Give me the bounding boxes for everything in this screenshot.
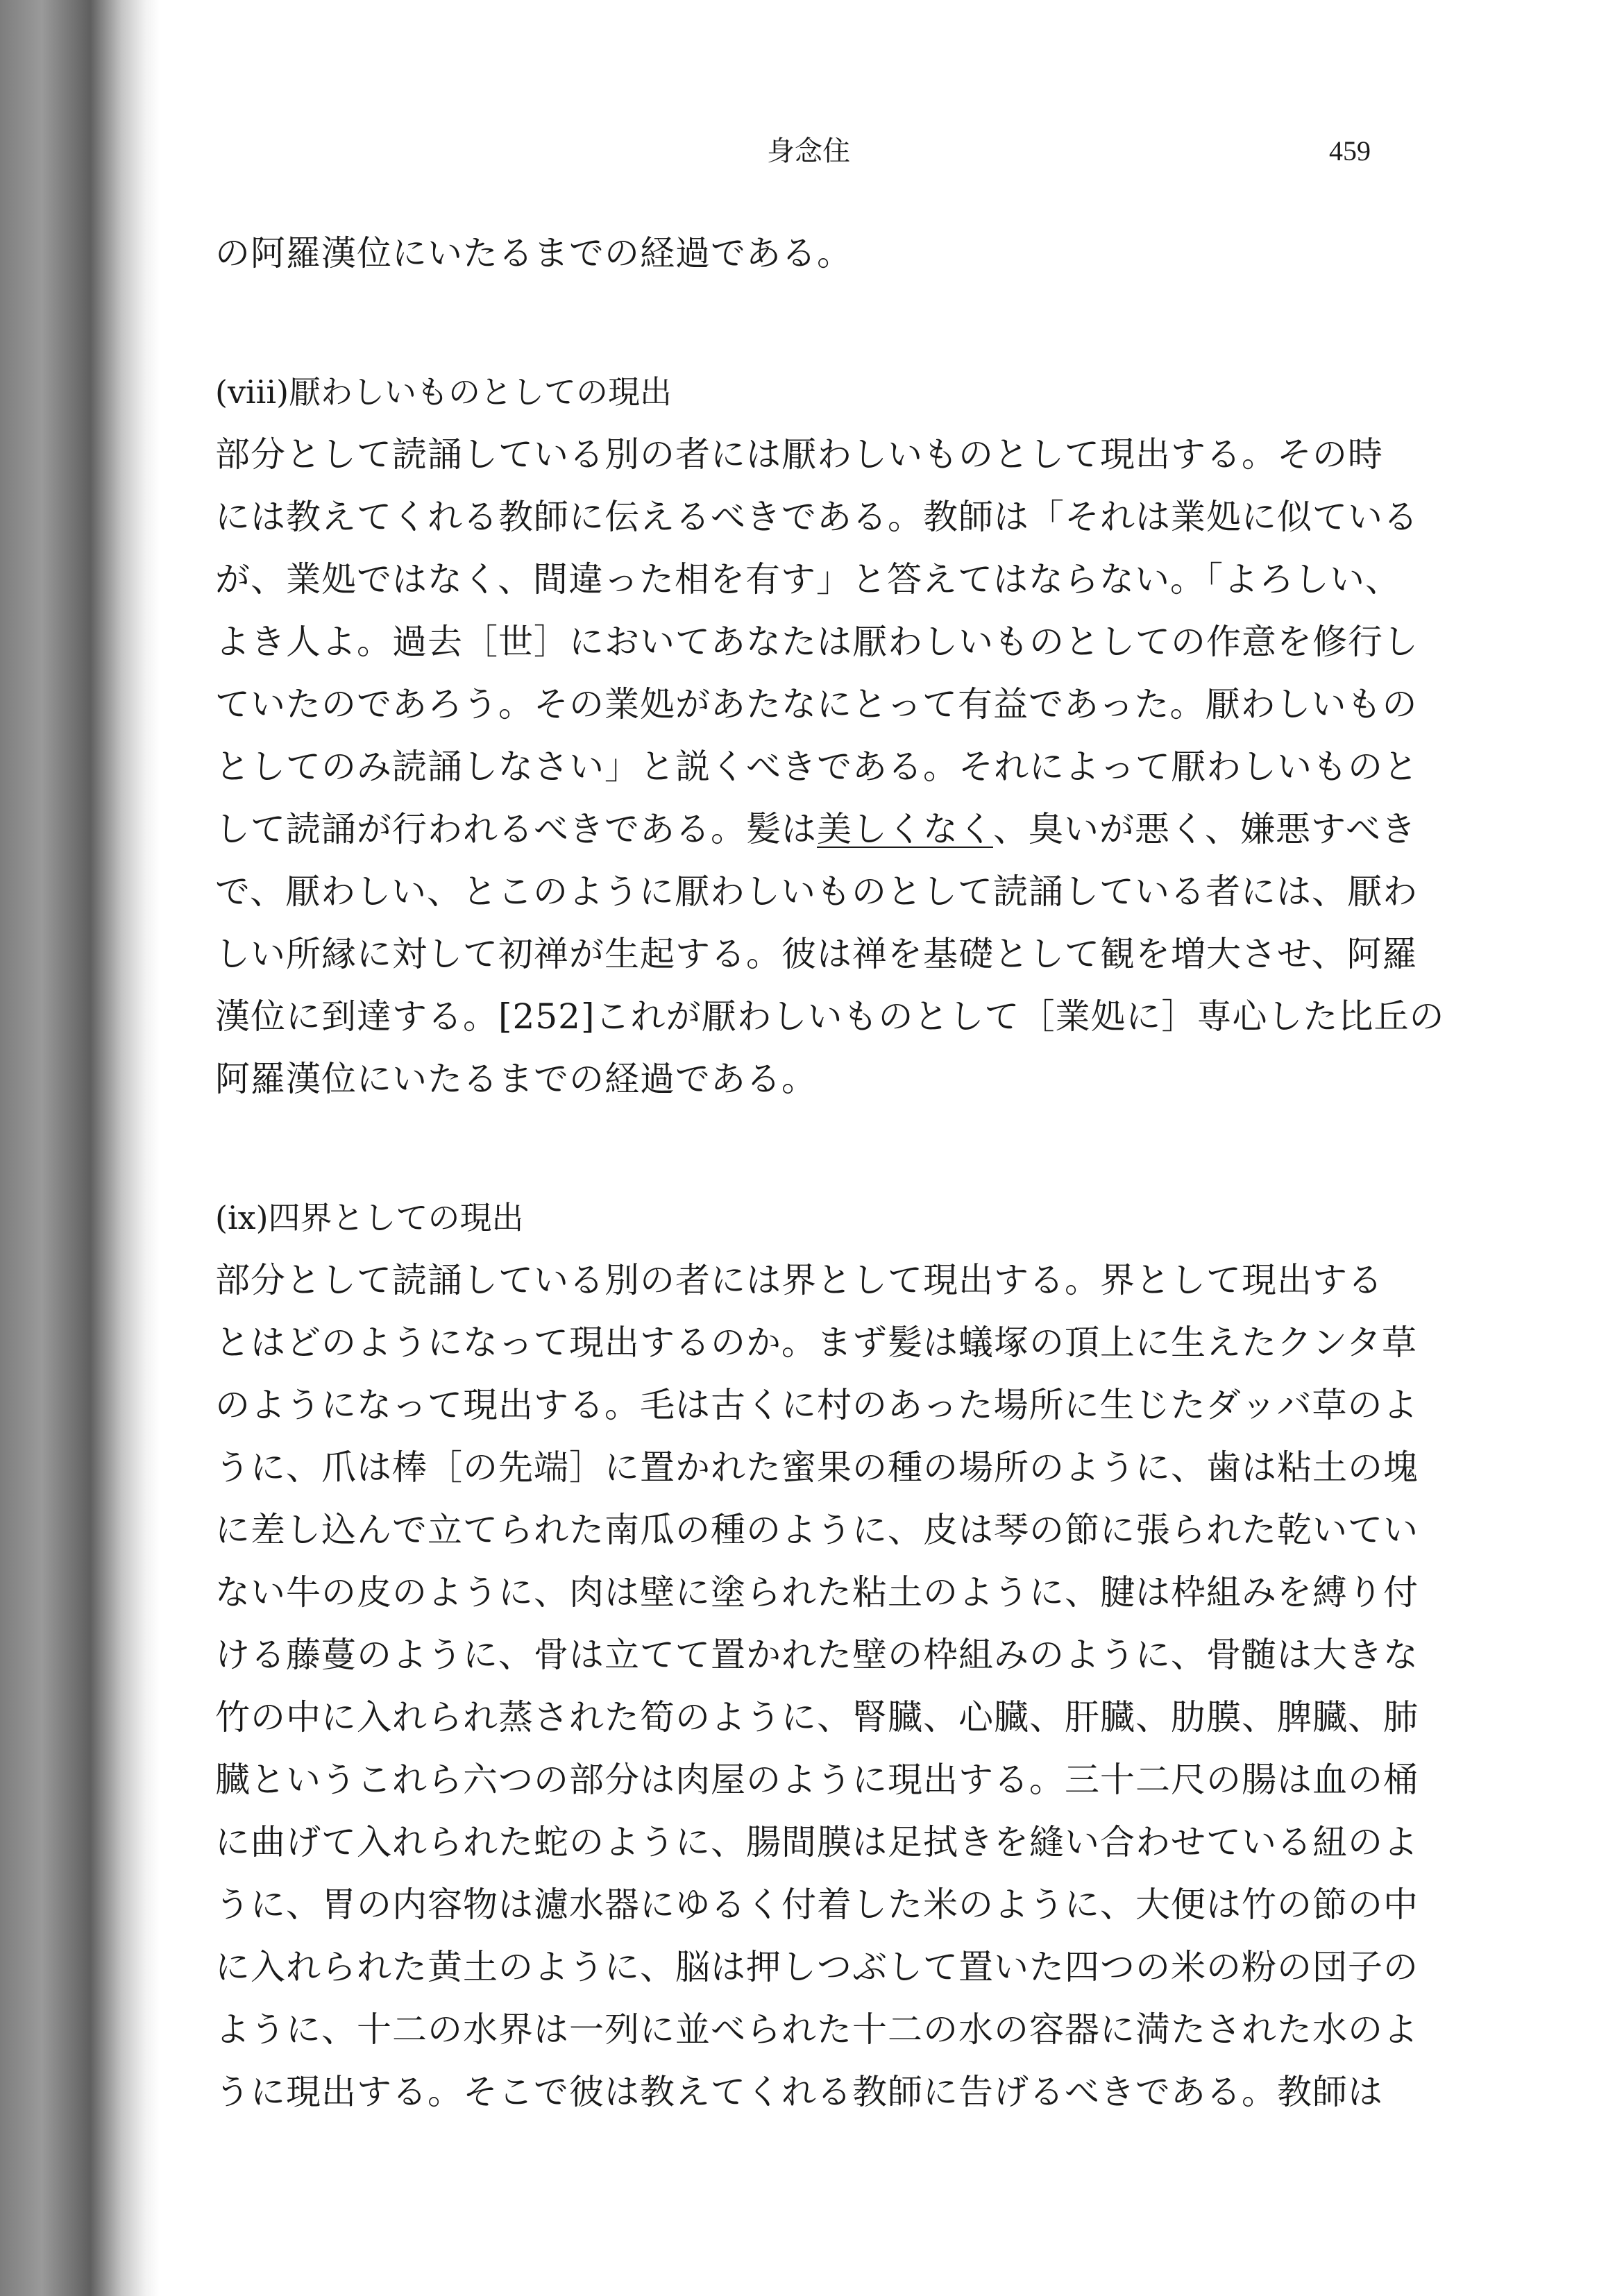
paragraph-line: 臓というこれら六つの部分は肉屋のように現出する。三十二尺の腸は血の桶	[215, 1760, 1419, 1800]
underlined-text: 美しくなく	[817, 809, 993, 849]
line-text: 、臭いが悪く、嫌悪すべき	[993, 809, 1416, 849]
body-text	[215, 222, 1445, 2123]
paragraph-line: しい所縁に対して初禅が生起する。彼は禅を基礎として観を増大させ、阿羅	[215, 934, 1418, 974]
paragraph-line: とはどのようになって現出するのか。まず髪は蟻塚の頂上に生えたクンタ草	[215, 1323, 1417, 1363]
paragraph-line: が、業処ではなく、間違った相を有す」と答えてはならない。「よろしい、	[215, 559, 1401, 599]
paragraph-line: ように、十二の水界は一列に並べられた十二の水の容器に満たされた水のよ	[215, 2009, 1419, 2050]
paragraph-line: に曲げて入れられた蛇のように、腸間膜は足拭きを縫い合わせている紐のよ	[215, 1822, 1419, 1862]
line-text: して読誦が行われるべきである。髪は	[215, 809, 817, 849]
paragraph-line: よき人よ。過去［世］においてあなたは厭わしいものとしての作意を修行し	[215, 622, 1419, 662]
paragraph-line: うに現出する。そこで彼は教えてくれる教師に告げるべきである。教師は	[215, 2072, 1383, 2112]
paragraph-line: ける藤蔓のように、骨は立てて置かれた壁の枠組みのように、骨髄は大きな	[215, 1635, 1419, 1675]
page-header	[0, 130, 1624, 179]
paragraph-line: 阿羅漢位にいたるまでの経過である。	[215, 1059, 817, 1099]
paragraph-line: ない牛の皮のように、肉は壁に塗られた粘土のように、腱は枠組みを縛り付	[215, 1572, 1419, 1613]
paragraph-line: としてのみ読誦しなさい」と説くべきである。それによって厭わしいものと	[215, 747, 1419, 787]
paragraph-line: ていたのであろう。その業処があたなにとって有益であった。厭わしいもの	[215, 684, 1418, 724]
section-heading-viii: (viii)厭わしいものとしての現出	[215, 373, 673, 411]
paragraph-line: には教えてくれる教師に伝えるべきである。教師は「それは業処に似ている	[215, 497, 1419, 537]
binding-shadow	[0, 0, 160, 2296]
section-gap	[215, 284, 1402, 361]
running-head: 身念住	[767, 135, 850, 167]
paragraph-line: 竹の中に入れられ蒸された筍のように、腎臓、心臓、肝臓、肋膜、脾臓、肺	[215, 1697, 1419, 1737]
paragraph-line: うに、胃の内容物は濾水器にゆるく付着した米のように、大便は竹の節の中	[215, 1885, 1419, 1925]
paragraph-line	[215, 798, 1416, 860]
paragraph-line: のようになって現出する。毛は古くに村のあった場所に生じたダッバ草のよ	[215, 1385, 1419, 1425]
paragraph-line: 部分として読誦している別の者には界として現出する。界として現出する	[215, 1260, 1383, 1300]
paragraph-line: で、厭わしい、とこのように厭わしいものとして読誦している者には、厭わ	[215, 871, 1418, 912]
paragraph-line: に入れられた黄土のように、脳は押しつぶして置いた四つの米の粉の団子の	[215, 1947, 1419, 1987]
intro-line: の阿羅漢位にいたるまでの経過である。	[215, 233, 852, 273]
paragraph-line: に差し込んで立てられた南瓜の種のように、皮は琴の節に張られた乾いてい	[215, 1510, 1419, 1550]
section-gap	[215, 1110, 1402, 1187]
section-heading-ix: (ix)四界としての現出	[215, 1199, 524, 1236]
paragraph-line: 部分として読誦している別の者には厭わしいものとして現出する。その時	[215, 434, 1383, 475]
paragraph-line: うに、爪は棒［の先端］に置かれた蜜果の種の場所のように、歯は粘土の塊	[215, 1447, 1419, 1488]
page-number: 459	[1329, 135, 1371, 167]
paragraph-line: 漢位に到達する。[252]これが厭わしいものとして［業処に］専心した比丘の	[215, 996, 1445, 1037]
